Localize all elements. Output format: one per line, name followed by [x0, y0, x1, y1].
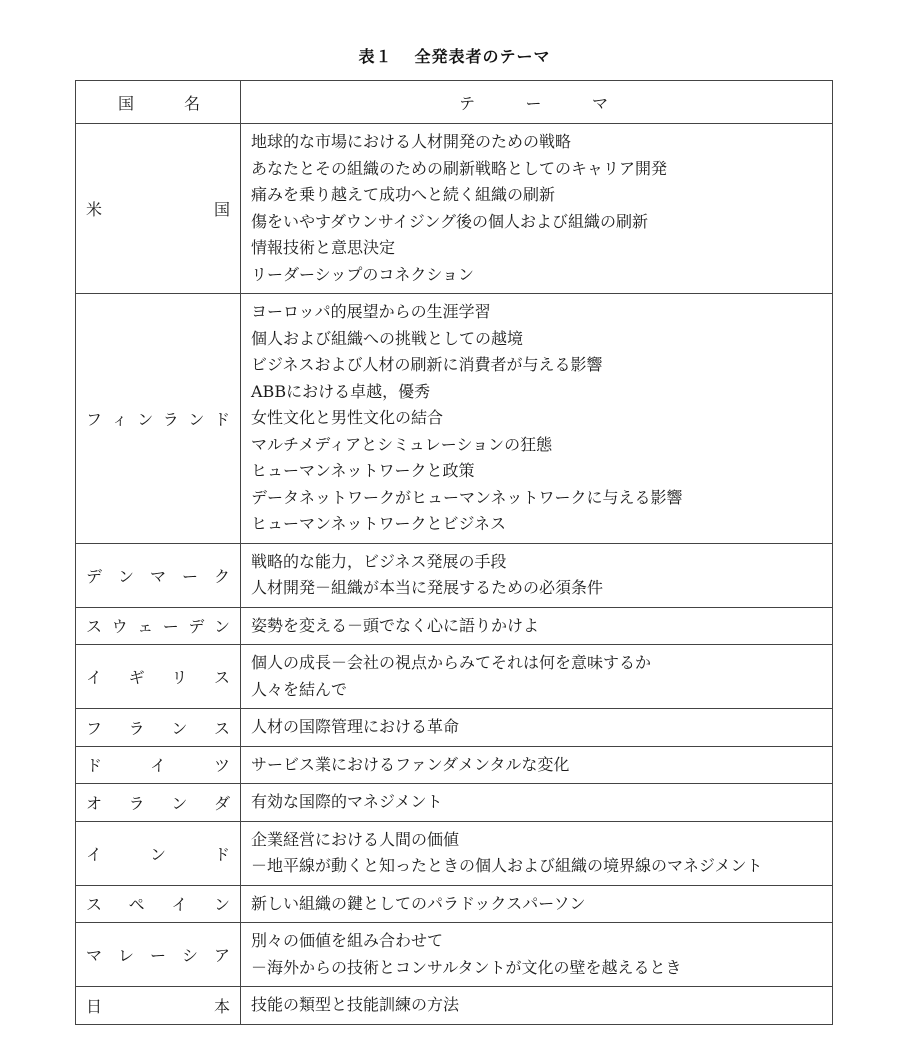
theme-cell	[241, 784, 833, 822]
theme-item: ヒューマンネットワークと政策	[251, 461, 475, 480]
table-row	[76, 645, 833, 709]
theme-item: 地球的な市場における人材開発のための戦略	[251, 132, 572, 151]
country-name: オ ラ ン ダ	[86, 793, 230, 813]
theme-item: 女性文化と男性文化の結合	[251, 408, 444, 427]
theme-item: 人々を結んで	[251, 679, 348, 699]
theme-cell	[241, 645, 833, 709]
theme-item: 別々の価値を組み合わせて	[251, 931, 444, 950]
country-name: 日 本	[86, 996, 230, 1016]
table-row	[76, 543, 833, 607]
theme-item: サービス業におけるファンダメンタルな変化	[251, 754, 570, 774]
table-row	[76, 709, 833, 747]
theme-cell	[241, 709, 833, 747]
theme-item: 人材開発－組織が本当に発展するための必須条件	[251, 578, 604, 597]
country-cell	[76, 885, 241, 923]
country-header	[76, 81, 241, 124]
table-row	[76, 885, 833, 923]
theme-item: 技能の類型と技能訓練の方法	[251, 995, 460, 1014]
table-body	[76, 124, 833, 1025]
theme-item: －地平線が動くと知ったときの個人および組織の境界線のマネジメント	[251, 856, 763, 875]
theme-item: ヒューマンネットワークとビジネス	[251, 514, 507, 533]
country-name: マ レ ー シ ア	[86, 946, 230, 965]
theme-cell	[241, 987, 833, 1025]
theme-cell	[241, 821, 833, 885]
theme-cell	[241, 923, 833, 987]
country-name: イ ギ リ ス	[86, 668, 230, 687]
theme-header	[241, 81, 833, 124]
country-cell	[76, 124, 241, 294]
presenter-themes-table	[75, 80, 833, 1025]
country-header-label: 国 名	[118, 93, 200, 113]
theme-item: 戦略的な能力，ビジネス発展の手段	[251, 551, 507, 571]
theme-item: 情報技術と意思決定	[251, 238, 396, 257]
country-cell	[76, 543, 241, 607]
table-row	[76, 821, 833, 885]
theme-item: 傷をいやすダウンサイジング後の個人および組織の刷新	[251, 211, 649, 231]
theme-cell	[241, 885, 833, 923]
country-cell	[76, 645, 241, 709]
theme-cell	[241, 294, 833, 544]
theme-item: 人材の国際管理における革命	[251, 717, 460, 736]
theme-item: データネットワークがヒューマンネットワークに与える影響	[251, 487, 683, 507]
theme-item: 新しい組織の鍵としてのパラドックスパーソン	[251, 893, 586, 913]
table-row	[76, 607, 833, 645]
table-row	[76, 987, 833, 1025]
table-row	[76, 294, 833, 544]
theme-cell	[241, 124, 833, 294]
table-row	[76, 923, 833, 987]
theme-cell	[241, 746, 833, 784]
country-name: イ ン ド	[86, 844, 230, 864]
theme-header-label: テ ー マ	[459, 93, 608, 113]
theme-item: ヨーロッパ的展望からの生涯学習	[251, 302, 491, 321]
theme-item: 個人および組織への挑戦としての越境	[251, 328, 524, 348]
theme-item: ABBにおける卓越，優秀	[251, 381, 431, 401]
theme-item: あなたとその組織のための刷新戦略としてのキャリア開発	[251, 158, 668, 178]
table-row	[76, 784, 833, 822]
theme-item: 個人の成長－会社の視点からみてそれは何を意味するか	[251, 653, 652, 672]
country-name: デ ン マ ー ク	[86, 566, 230, 586]
table-caption	[0, 44, 909, 67]
theme-cell	[241, 543, 833, 607]
country-name: ス ペ イ ン	[86, 895, 230, 915]
country-name: ド イ ツ	[86, 756, 230, 776]
theme-item: 有効な国際的マネジメント	[251, 792, 443, 811]
country-cell	[76, 294, 241, 544]
theme-item: －海外からの技術とコンサルタントが文化の壁を越えるとき	[251, 957, 682, 977]
country-cell	[76, 709, 241, 747]
country-cell	[76, 746, 241, 784]
table-row	[76, 746, 833, 784]
theme-item: 痛みを乗り越えて成功へと続く組織の刷新	[251, 185, 556, 204]
theme-item: ビジネスおよび人材の刷新に消費者が与える影響	[251, 355, 603, 374]
country-name: 米 国	[86, 200, 230, 219]
country-name: フ ィ ン ラ ン ド	[86, 409, 230, 429]
country-name: フ ラ ン ス	[86, 718, 230, 738]
header-row	[76, 81, 833, 124]
country-cell	[76, 821, 241, 885]
theme-item: 企業経営における人間の価値	[251, 829, 460, 849]
theme-item: リーダーシップのコネクション	[251, 264, 475, 284]
theme-cell	[241, 607, 833, 645]
theme-item: 姿勢を変える－頭でなく心に語りかけよ	[251, 615, 540, 635]
theme-item: マルチメディアとシミュレーションの狂態	[251, 434, 553, 454]
table-title: 全発表者のテーマ	[414, 47, 551, 66]
country-name: ス ウ ェ ー デ ン	[86, 617, 230, 637]
country-cell	[76, 784, 241, 822]
country-cell	[76, 607, 241, 645]
table-number: 表１	[358, 47, 393, 66]
table-row	[76, 124, 833, 294]
country-cell	[76, 923, 241, 987]
country-cell	[76, 987, 241, 1025]
